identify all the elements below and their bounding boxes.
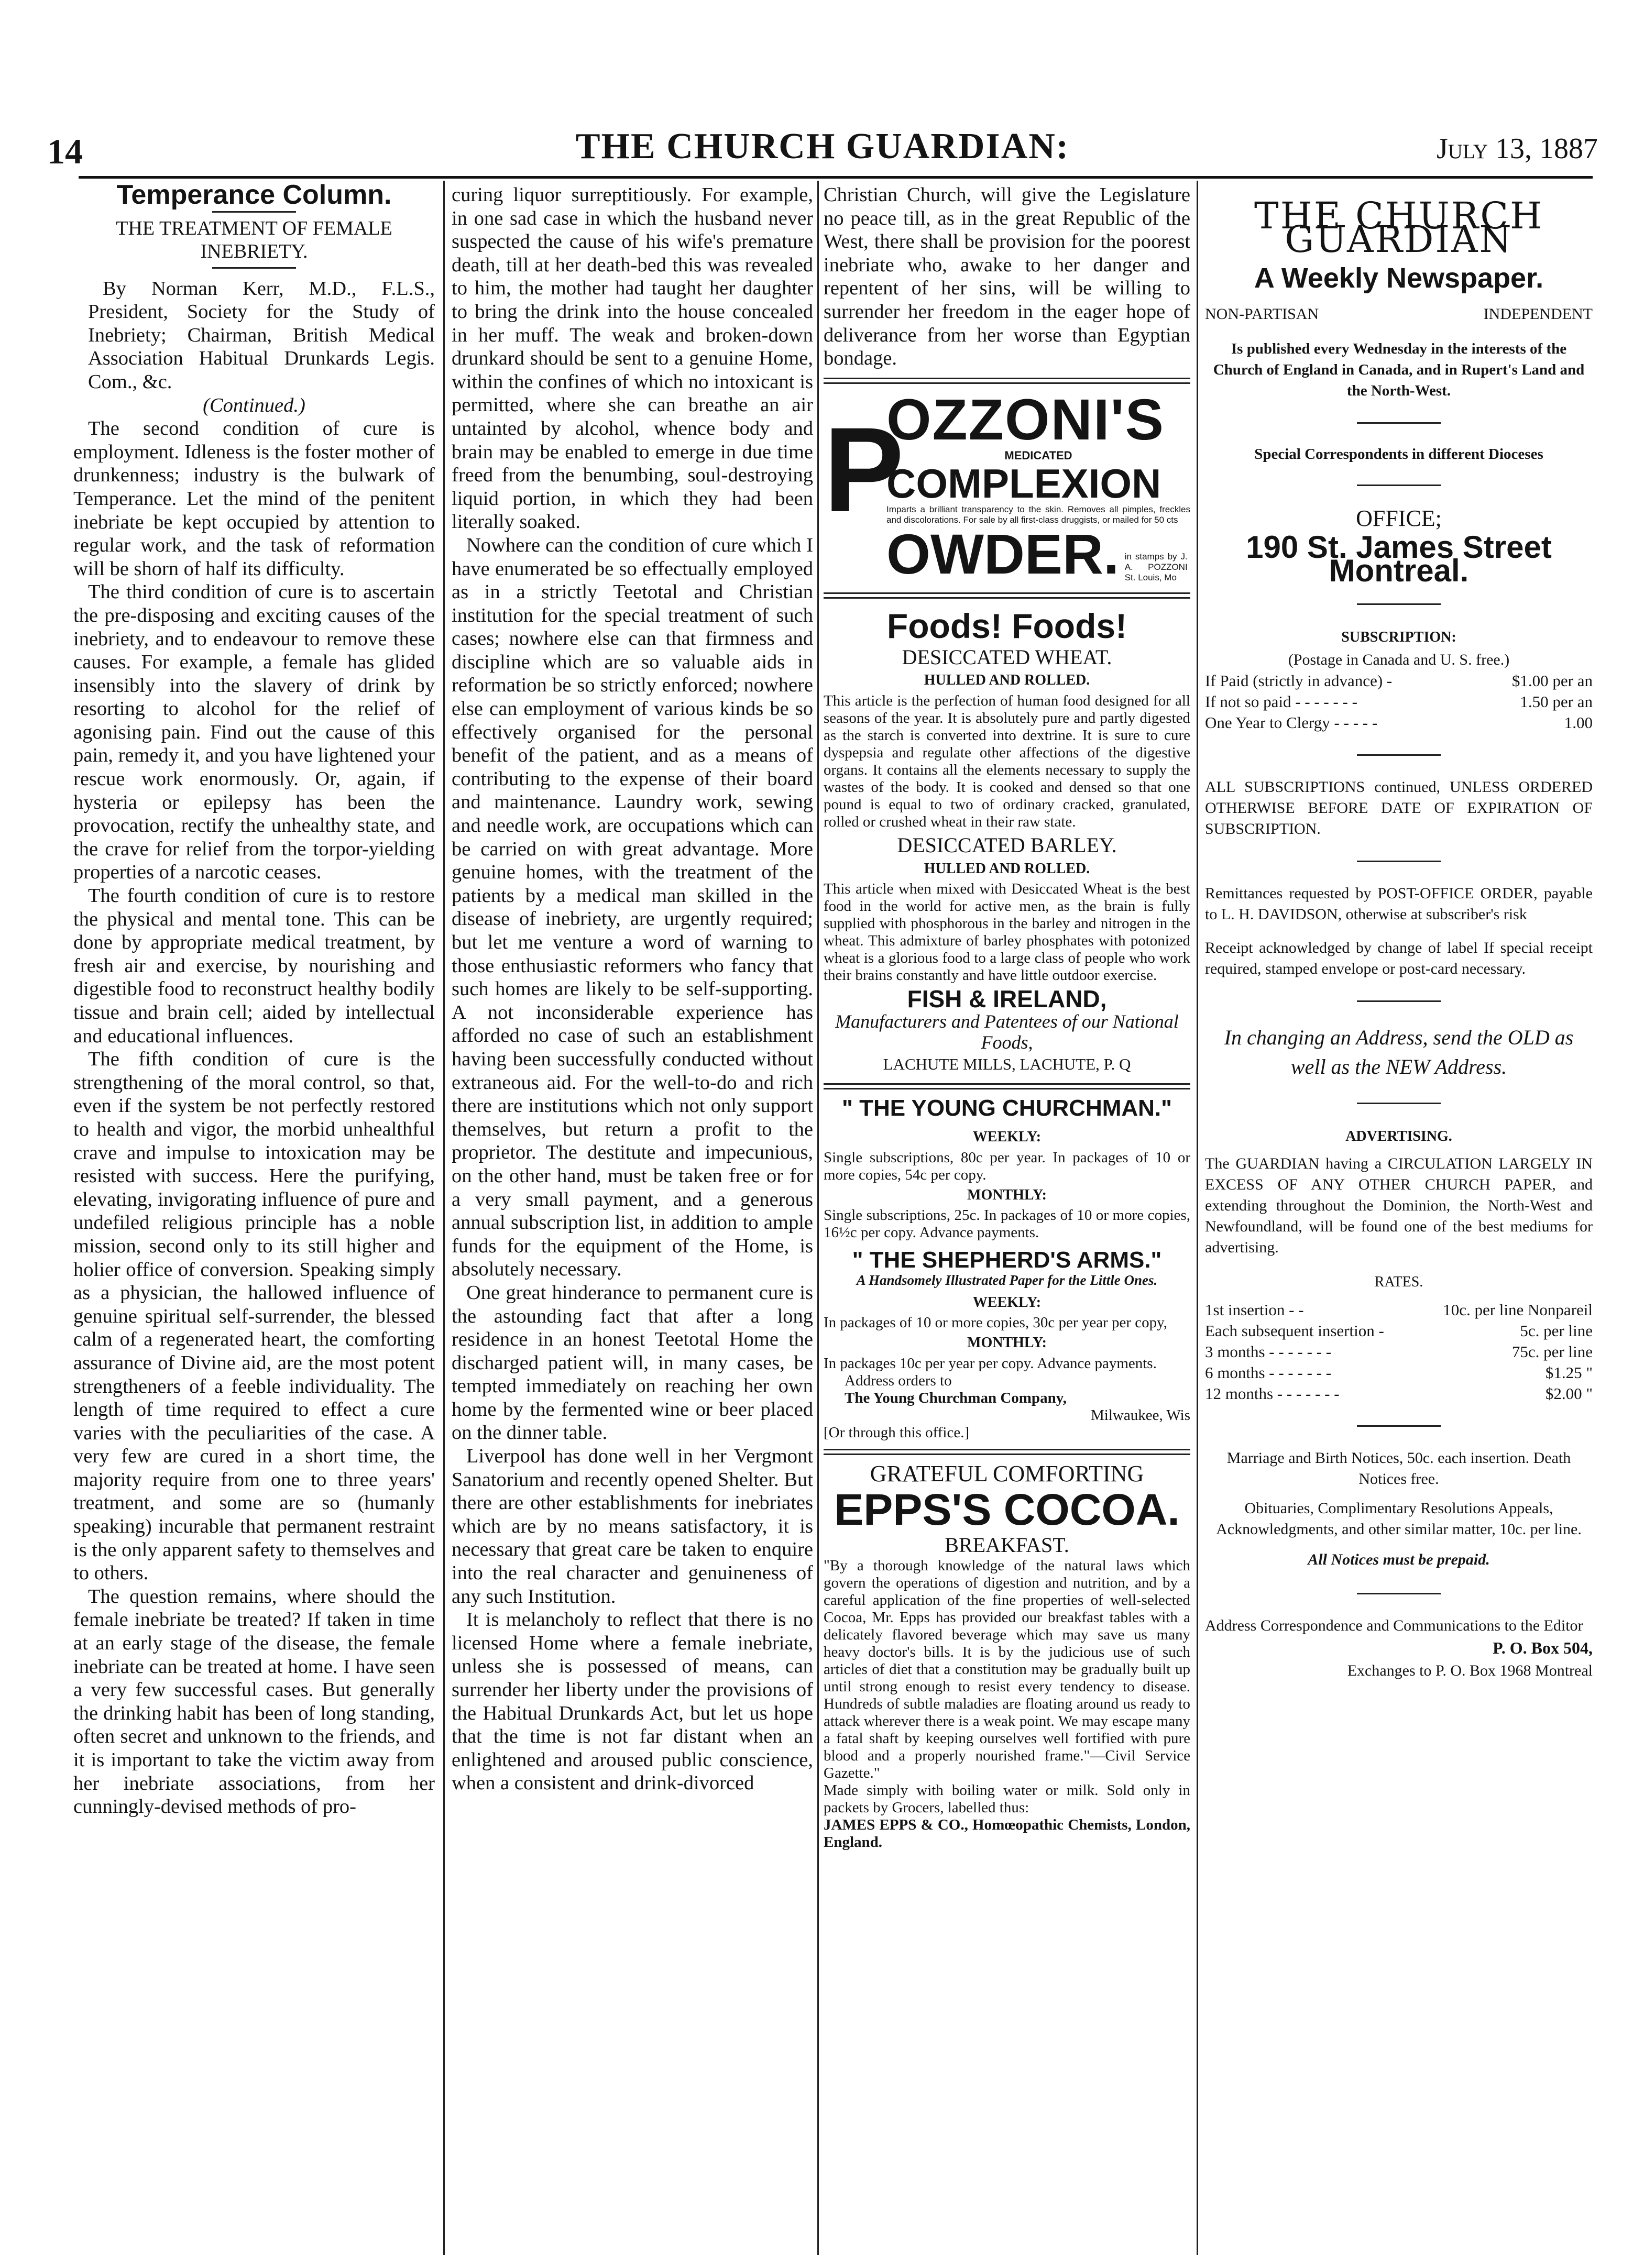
barley-title: DESICCATED BARLEY. [897, 833, 1117, 857]
divider [824, 592, 1190, 599]
rate-row [1205, 1300, 1593, 1320]
masthead-subtitle: A Weekly Newspaper. [1254, 262, 1544, 294]
rates-label: RATES. [1374, 1274, 1423, 1291]
subscription-label-text: If not so paid - - - - - - - [1205, 692, 1357, 711]
header-rule [79, 176, 1593, 179]
pozzoni-initial: P [824, 402, 904, 537]
paragraph: Christian Church, will give the Legislature no peace till, as in the great Republic of the West, there shall be provision for the poorest inebriate who, awake to her danger and repentent of her sins, will be willing to surrender her freedom in the eager hope of deliverance from her worse than Egyptian bondage. [824, 184, 1190, 370]
nonpartisan-label: NON-PARTISAN [1205, 305, 1319, 323]
rate-price: $1.25 " [1545, 1363, 1593, 1382]
receipt-note: Receipt acknowledged by change of label If special receipt required, stamped envelope or post-card necessary. [1205, 939, 1593, 977]
pozzoni-stamps: in stamps by J. A. POZZONI St. Louis, Mo [1124, 551, 1188, 582]
article-title: THE TREATMENT OF FEMALE INEBRIETY. [116, 217, 392, 262]
column-4-masthead [1205, 183, 1593, 2252]
pozzoni-name: OZZONI'S [886, 387, 1165, 452]
shepherd-weekly-text: In packages of 10 or more copies, 30c per year per copy, [824, 1314, 1167, 1331]
epps-cocoa-title: EPPS'S COCOA. [834, 1485, 1180, 1535]
column-divider [1197, 181, 1198, 2255]
shepherds-arms-title: " THE SHEPHERD'S ARMS." [852, 1247, 1162, 1273]
epps-breakfast: BREAKFAST. [945, 1533, 1069, 1557]
prepaid-note: All Notices must be prepaid. [1308, 1550, 1490, 1568]
shepherd-monthly-text: In packages 10c per year per copy. Advance payments. [824, 1355, 1157, 1372]
paragraph: Nowhere can the condition of cure which I have enumerated be so effectually employed as in a strictly Teetotal and Christian institution for the special treatment of such cases; nowhere else can that firmness and discipline which are so valuable aids in reformation be so strictly enforced; nowhere else can employment of various kinds be so effectively organised for the personal benefit of the patient, and as a means of contributing to the expense of their board and maintenance. Laundry work, sewing and needle work, are occupations which can be carried on with great advantage. More genuine homes, with the treatment of the patients by a medical man skilled in the disease of inebriety, are urgently required; but let me venture a word of warning to those enthusiastic reformers who fancy that such homes are likely to be self-supporting. A not inconsiderable experience has afforded no case of such an establishment having been successfully conducted without extraneous aid. For the well-to-do and rich there are institutions which not only support themselves, but return a profit to the proprietor. The destitute and impecunious, on the other hand, must be taken free or for a very small payment, and a generous annual subscription list, in addition to ample funds for the equipment of the Home, is absolutely necessary. [452, 534, 813, 1281]
office-label: OFFICE; [1356, 505, 1442, 532]
obituaries-note: Obituaries, Complimentary Resolutions Appeals, Acknowledgments, and other similar matter, 10c. per line. [1216, 1499, 1582, 1538]
paragraph: The fourth condition of cure is to restore the physical and mental tone. This can be done by appropriate medical treatment, by fresh air and exercise, by nourishing and digestible food to reconstruct healthy bodily tissue and brain cell; aided by intellectual and educational influences. [73, 885, 435, 1047]
paragraph: The question remains, where should the female inebriate be treated? If taken in time at an early stage of the disease, the female inebriate can be treated at home. I have seen a very few successful cases. But generally the drinking habit has been of long standing, often secret and unknown to the friends, and it is important to take the victim away from her inebriate associations, from her cunningly-devised methods of pro- [73, 1585, 435, 1818]
subscription-price: 1.00 [1564, 713, 1593, 732]
rate-label: 6 months - - - - - - - [1205, 1363, 1332, 1382]
rate-row [1205, 1383, 1593, 1404]
wheat-title: DESICCATED WHEAT. [902, 645, 1112, 669]
paragraph: Liverpool has done well in her Vergmont Sanatorium and recently opened Shelter. But there are other establishments for inebriates which are by no means satisfactory, it is necessary that great care be taken to enquire into the real character and genuineness of any such Institution. [452, 1445, 813, 1608]
section-heading: Temperance Column. [116, 180, 392, 210]
subscription-row [1205, 691, 1593, 712]
divider [1357, 861, 1441, 862]
divider [1357, 1593, 1441, 1594]
rate-label: Each subsequent insertion - [1205, 1321, 1384, 1340]
subscription-label: SUBSCRIPTION: [1341, 629, 1456, 646]
paragraph: The second condition of cure is employment. Idleness is the foster mother of drunkenness; industry is the bulwark of Temperance. Let the mind of the penitent inebriate be kept occupied by attention to regular work, and the task of reformation will be shorn of half its difficulty. [73, 417, 435, 580]
pozzoni-complexion: COMPLEXION [886, 460, 1161, 507]
shepherd-weekly-label: WEEKLY: [972, 1294, 1042, 1311]
young-churchman-title: " THE YOUNG CHURCHMAN." [841, 1095, 1172, 1121]
independent-label: INDEPENDENT [1483, 305, 1593, 323]
pozzoni-advertisement [824, 387, 1190, 586]
paragraph: The third condition of cure is to ascertain the pre-disposing and exciting causes of the inebriety, and to endeavour to remove these causes. For example, a female has glided insensibly into the slavery of drink by resorting to alcohol for the relief of agonising pain. Find out the cause of this pain, remedy it, and you have lightened your rescue work enormously. Or, again, if hysteria or epilepsy has been the provocation, rectify the unhealthy state, and the crave for relief from the torpor-yielding properties of a narcotic ceases. [73, 581, 435, 884]
po-box: P. O. Box 504, [1493, 1638, 1593, 1657]
young-weekly-text: Single subscriptions, 80c per year. In packages of 10 or more copies, 54c per copy. [824, 1149, 1190, 1183]
rate-label: 3 months - - - - - - - [1205, 1342, 1332, 1361]
barley-description: This article when mixed with Desiccated Wheat is the best food in the world for active men, as the brain is fully supplied with phosphorous in the barley and nitrogen in the wheat. This admixture of barley phosphates with potonized wheat is a glorious food to a large class of people who work their brains constantly and have little outdoor exercise. [824, 880, 1190, 984]
page-number: 14 [47, 131, 83, 171]
address-change-note: In changing an Address, send the OLD as well as the NEW Address. [1224, 1025, 1574, 1078]
masthead-tags [1205, 303, 1593, 326]
young-monthly-label: MONTHLY: [967, 1186, 1047, 1203]
column-divider [817, 181, 819, 2255]
fish-ireland-company: FISH & IRELAND, [907, 985, 1107, 1013]
office-address: 190 St. James Street Montreal. [1246, 529, 1552, 588]
advertising-text: The GUARDIAN having a CIRCULATION LARGELY IN EXCESS OF ANY OTHER CHURCH PAPER, and extending throughout the Dominion, the North-West and Newfoundland, will be found one of the best mediums for advertising. [1205, 1155, 1593, 1257]
issue-date: July 13, 1887 [1436, 133, 1598, 165]
company-subtitle: Manufacturers and Patentees of our National Foods, [835, 1010, 1179, 1053]
rate-label: 12 months - - - - - - - [1205, 1384, 1340, 1403]
divider [824, 378, 1190, 384]
young-monthly-text: Single subscriptions, 25c. In packages of 10 or more copies, 16½c per copy. Advance payments. [824, 1207, 1190, 1241]
masthead-title: THE CHURCH GUARDIAN [1254, 194, 1543, 261]
divider [1357, 1425, 1441, 1427]
pozzoni-powder: OWDER. [886, 522, 1119, 586]
newspaper-title: THE CHURCH GUARDIAN: [575, 126, 1070, 167]
continued-subscriptions-note: ALL SUBSCRIPTIONS continued, UNLESS ORDERED OTHERWISE BEFORE DATE OF EXPIRATION OF SUBSCRIPTION. [1205, 778, 1593, 838]
subscription-row [1205, 712, 1593, 733]
publication-note: Is published every Wednesday in the interests of the Church of England in Canada, and in Rupert's Land and the North-West. [1213, 340, 1585, 400]
divider [1357, 422, 1441, 424]
subscription-price: 1.50 per an [1520, 692, 1593, 711]
company-location: LACHUTE MILLS, LACHUTE, P. Q [883, 1054, 1131, 1073]
pozzoni-description: Imparts a brilliant transparency to the skin. Removes all pimples, freckles and discolorations. For sale by all first-class druggists, or mailed for 50 cts [886, 504, 1190, 525]
epps-description: "By a thorough knowledge of the natural laws which govern the operations of digestion and nutrition, and by a careful application of the fine properties of well-selected Cocoa, Mr. Epps has provided our breakfast tables with a delicately flavored beverage which may save us many heavy doctor's bills. It is by the judicious use of such articles of diet that a constitution may be gradually built up until strong enough to resist every tendency to disease. Hundreds of subtle maladies are floating around us ready to attack wherever there is a weak point. We may escape many a fatal shaft by keeping ourselves well fortified with pure blood and a properly nourished frame."—Civil Service Gazette." [824, 1557, 1190, 1782]
divider [212, 211, 296, 213]
rate-price: 75c. per line [1511, 1342, 1593, 1361]
divider [1357, 603, 1441, 605]
rate-row [1205, 1341, 1593, 1362]
paragraph: The fifth condition of cure is the strengthening of the moral control, so that, even if the system be not perfectly restored to health and vigor, the morbid unhealthful crave and impulse to intoxication may be resisted with success. Here the purifying, elevating, invigorating influence of pure and undefiled religious principle has a noble mission, second only to its still higher and holier office of conversion. Speaking simply as a physician, the hallowed influence of genuine spiritual self-surrender, the blessed calm of a regenerated heart, the comforting assurance of Divine aid, are the most potent strengtheners of a feeble individuality. The length of time required to effect a cure varies with the peculiarities of the case. A very few are cured in a short time, the majority require from one to three years' treatment, and some are so (humanly speaking) incurable that permanent restraint is the only apparent safety to themselves and to others. [73, 1048, 435, 1584]
epps-signature: JAMES EPPS & CO., Homœopathic Chemists, London, England. [824, 1816, 1190, 1851]
advertising-label: ADVERTISING. [1345, 1128, 1452, 1144]
column-2-article-continued [452, 183, 813, 2252]
rate-price: 10c. per line Nonpareil [1443, 1300, 1593, 1319]
paragraph: One great hinderance to permanent cure is the astounding fact that after a long residence in an honest Teetotal Home the discharged patient will, in many cases, be tempted immediately on reaching her own home by the fermented wine or beer placed on the dinner table. [452, 1281, 813, 1444]
shepherd-company: The Young Churchman Company, [845, 1389, 1067, 1406]
divider [824, 1083, 1190, 1089]
author-byline: By Norman Kerr, M.D., F.L.S., President, Society for the Study of Inebriety; Chairman, British Medical Association Habitual Drunkards Legis. Com., &c. [88, 277, 435, 393]
subscription-price: $1.00 per an [1511, 671, 1593, 690]
divider [1357, 485, 1441, 486]
column-divider [443, 181, 445, 2255]
continued-note: (Continued.) [203, 394, 305, 416]
divider [212, 267, 296, 269]
shepherd-address-label: Address orders to [845, 1372, 952, 1389]
young-weekly-label: WEEKLY: [972, 1128, 1042, 1145]
shepherd-city: Milwaukee, Wis [1091, 1406, 1190, 1424]
marriage-notices: Marriage and Birth Notices, 50c. each insertion. Death Notices free. [1226, 1449, 1571, 1488]
editor-address: Address Correspondence and Communications to the Editor [1205, 1616, 1583, 1634]
paragraph: It is melancholy to reflect that there is no licensed Home where a female inebriate, unless she is possessed of means, can surrender her liberty under the provisions of the Habitual Drunkards Act, but let us hope that the time is not far distant when an enlightened and aroused public conscience, when a consistent and drink-divorced [452, 1609, 813, 1794]
divider [1357, 1000, 1441, 1002]
shepherds-arms-subtitle: A Handsomely Illustrated Paper for the Little Ones. [856, 1272, 1158, 1288]
shepherd-monthly-label: MONTHLY: [967, 1335, 1047, 1351]
rate-label: 1st insertion - - [1205, 1300, 1304, 1319]
exchanges-address: Exchanges to P. O. Box 1968 Montreal [1347, 1662, 1593, 1680]
subscription-label-text: If Paid (strictly in advance) - [1205, 671, 1393, 690]
divider [1357, 754, 1441, 756]
rate-row [1205, 1362, 1593, 1383]
barley-subtitle: HULLED AND ROLLED. [924, 860, 1090, 877]
subscription-label-text: One Year to Clergy - - - - - [1205, 713, 1378, 732]
rate-price: $2.00 " [1545, 1384, 1593, 1403]
divider [1357, 1103, 1441, 1104]
divider [824, 1449, 1190, 1455]
postage-note: (Postage in Canada and U. S. free.) [1288, 651, 1510, 668]
page-header [47, 126, 1598, 173]
rate-price: 5c. per line [1520, 1321, 1593, 1340]
epps-grateful: GRATEFUL COMFORTING [870, 1460, 1144, 1487]
correspondents-note: Special Correspondents in different Dioceses [1254, 446, 1543, 463]
subscription-row [1205, 670, 1593, 691]
wheat-description: This article is the perfection of human food designed for all seasons of the year. It is absolutely pure and partly digested as the starch is converted into dextrine. It is sure to cure dyspepsia and regulate other affections of the digestive organs. It contains all the elements necessary to supply the wastes of the body. It is cooked and densed so that one pound is equal to two of ordinary cracked, granulated, rolled or crushed wheat in their raw state. [824, 692, 1190, 830]
column-3-advertisements [824, 183, 1190, 2252]
foods-headline: Foods! Foods! [886, 606, 1127, 645]
paragraph: curing liquor surreptitiously. For example, in one sad case in which the husband never suspected the cause of his wife's premature death, till at her death-bed this was revealed to him, the mother had taught her daughter to bring the drink into the house concealed in her muff. The weak and broken-down drunkard should be sent to a genuine Home, within the confines of which no intoxicant is permitted, where she can breathe an air untainted by alcohol, whence body and brain may be enabled to emerge in due time freed from the benumbing, soul-destroying liquid portion, in which they had been literally soaked. [452, 184, 813, 533]
epps-made-simply: Made simply with boiling water or milk. Sold only in packets by Grocers, labelled thus: [824, 1782, 1190, 1816]
pozzoni-medicated: MEDICATED [1004, 448, 1072, 462]
remittances-note: Remittances requested by POST-OFFICE ORDER, payable to L. H. DAVIDSON, otherwise at subscriber's risk [1205, 884, 1593, 923]
rate-row [1205, 1320, 1593, 1341]
shepherd-note: [Or through this office.] [824, 1424, 970, 1441]
column-1-temperance [73, 180, 435, 2252]
wheat-subtitle: HULLED AND ROLLED. [924, 672, 1090, 689]
